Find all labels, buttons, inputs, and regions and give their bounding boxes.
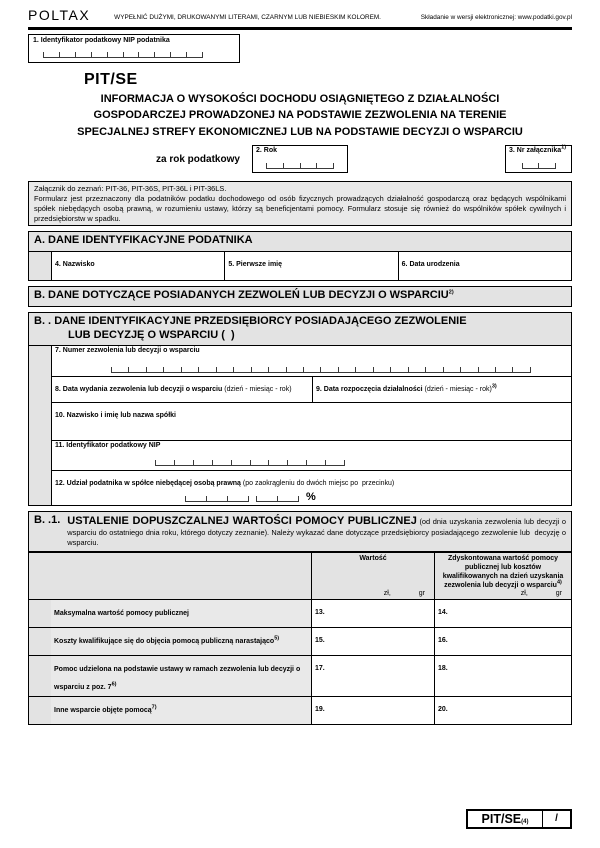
company-nip-comb[interactable] (155, 460, 345, 466)
section-a (28, 231, 572, 281)
section-b-header: B. DANE DOTYCZĄCE POSIADANYCH ZEZWOLEŃ LUB DECYZJI O WSPARCIU$^{2)}$ (29, 287, 571, 306)
table-row: Maksymalna wartość pomocy publicznej 13. 14. (29, 599, 571, 627)
field-nip-label: 1. Identyfikator podatkowy NIP podatnika (33, 37, 170, 44)
form-title (28, 91, 572, 141)
form-title-line2: GOSPODARCZEJ PROWADZONEJ NA PODSTAWIE ZEZWOLENIA NA TERENIE (93, 109, 507, 122)
form-title-line3: SPECJALNEJ STREFY EKONOMICZNEJ LUB NA PODSTAWIE DECYZJI O WSPARCIU (77, 125, 523, 138)
section-b-sub-header: B. . DANE IDENTYFIKACYJNE PRZEDSIĘBIORCY POSIADAJĄCEGO ZEZWOLENIE LUB DECYZJĘ O WSPARCIU ( ) (29, 313, 571, 347)
field-16[interactable]: 16. (434, 628, 571, 655)
field-15[interactable]: 15. (311, 628, 434, 655)
field-company-name[interactable]: 10. Nazwisko i imię lub nazwa spółki (55, 412, 176, 420)
section-a-header: A. DANE IDENTYFIKACYJNE PODATNIKA (29, 232, 571, 252)
table-row: Inne wsparcie objęte pomocą$^{7)}$ 19. 20. (29, 696, 571, 724)
field-first-name[interactable]: 5. Pierwsze imię (224, 252, 397, 280)
field-14[interactable]: 14. (434, 600, 571, 627)
section-a-strip (29, 252, 52, 280)
footer-form-code: PIT/SE(4) (468, 811, 543, 827)
field-permit-number[interactable]: 7. Numer zezwolenia lub decyzji o wsparciu (52, 346, 571, 376)
table-row: Koszty kwalifikujące się do objęcia pomocą publiczną narastająco$^{5)}$ 15. 16. (29, 627, 571, 655)
field-surname[interactable]: 4. Nazwisko (55, 261, 95, 269)
footer-page-number: / (555, 813, 558, 825)
table-header-empty (51, 553, 311, 599)
field-company-nip[interactable]: 11. Identyfikator podatkowy NIP (52, 441, 571, 470)
print-instruction: WYPEŁNIĆ DUŻYMI, DRUKOWANYMI LITERAMI, CZARNYM LUB NIEBIESKIM KOLOREM. (114, 14, 381, 21)
footer-form-code-box (466, 809, 572, 829)
section-b-sub (28, 312, 572, 506)
field-year-label: 2. Rok (256, 147, 278, 155)
header-rule (28, 27, 572, 30)
notice-line1: Załącznik do zeznań: PIT-36, PIT-36S, PIT-36L i PIT-36LS. (34, 184, 227, 194)
field-activity-start-date[interactable]: 9. Data rozpoczęcia działalności (dzień - miesiąc - rok)$^{3)}$ (312, 377, 571, 402)
field-19[interactable]: 19. (311, 697, 434, 724)
attachment-digit-comb[interactable] (522, 163, 556, 169)
section-b1 (28, 511, 572, 726)
section-b-sub-strip (29, 346, 52, 504)
field-permit-issue-date[interactable]: 8. Data wydania zezwolenia lub decyzji o wsparciu (dzień - miesiąc - rok) (55, 386, 292, 394)
field-13[interactable]: 13. (311, 600, 434, 627)
efiling-note: Składanie w wersji elektronicznej: www.podatki.gov.pl (420, 14, 572, 21)
table-row: Pomoc udzielona na podstawie ustawy w ramach zezwolenia lub decyzji o wsparciu z poz. 7$^{6)}$ 17. 18. (29, 655, 571, 696)
table-header-value: Wartość zł, gr (311, 553, 434, 599)
share-percent-combs[interactable] (185, 491, 568, 504)
tax-year-label: za rok podatkowy (156, 154, 240, 166)
field-attachment-label: 3. Nr załącznika$^{1)}$ (509, 144, 567, 155)
field-20[interactable]: 20. (434, 697, 571, 724)
permit-number-comb[interactable] (111, 367, 531, 373)
notice-paragraph: Formularz jest przeznaczony dla podatników podatku dochodowego od osób fizycznych prowadzących działalność gospodarczą oraz będących wspólnikami spółek niebędących osobą prawną, w rozumieniu ustawy, którzy są beneficjentami pomocy. Formularz stosuje się również do wspólników spółek cywilnych i przedsiębiorstw w spadku. (34, 194, 566, 223)
year-digit-comb[interactable] (266, 163, 334, 169)
table-header-row (29, 552, 571, 599)
field-17[interactable]: 17. (311, 656, 434, 696)
section-b1-header: B. .1. USTALENIE DOPUSZCZALNEJ WARTOŚCI POMOCY PUBLICZNEJ (od dnia uzyskania zezwolenia lub decyzji o wsparciu do ostatniego dnia roku, którego dotyczy zeznanie). Należy wykazać dane dotyczące przedsiębiorcy posiadającego zezwolenie lub decyzję o wsparciu. (29, 512, 571, 553)
field-birth-date[interactable]: 6. Data urodzenia (398, 252, 571, 280)
nip-digit-comb[interactable] (43, 52, 203, 58)
percent-sign: % (306, 491, 316, 504)
notice-box (28, 181, 572, 226)
table-header-discounted: Zdyskontowana wartość pomocy publicznej lub kosztów kwalifikowanych na dzień uzyskania zezwolenia lub decyzji o wsparciu$^{4)}$ zł, gr (434, 553, 571, 599)
field-year[interactable] (252, 145, 348, 173)
form-code-heading: PIT/SE (84, 70, 138, 88)
field-nip-taxpayer[interactable] (28, 34, 240, 63)
field-18[interactable]: 18. (434, 656, 571, 696)
field-attachment-number[interactable] (505, 145, 572, 173)
tax-year-row (28, 145, 572, 175)
form-title-line1: INFORMACJA O WYSOKOŚCI DOCHODU OSIĄGNIĘTEGO Z DZIAŁALNOŚCI (100, 92, 500, 105)
section-b (28, 286, 572, 307)
field-partnership-share[interactable]: 12. Udział podatnika w spółce niebędącej osobą prawną (po zaokrągleniu do dwóch miejsc po przecinku) % (52, 471, 571, 504)
poltax-logo: POLTAX (28, 7, 91, 23)
top-bar (28, 8, 572, 22)
